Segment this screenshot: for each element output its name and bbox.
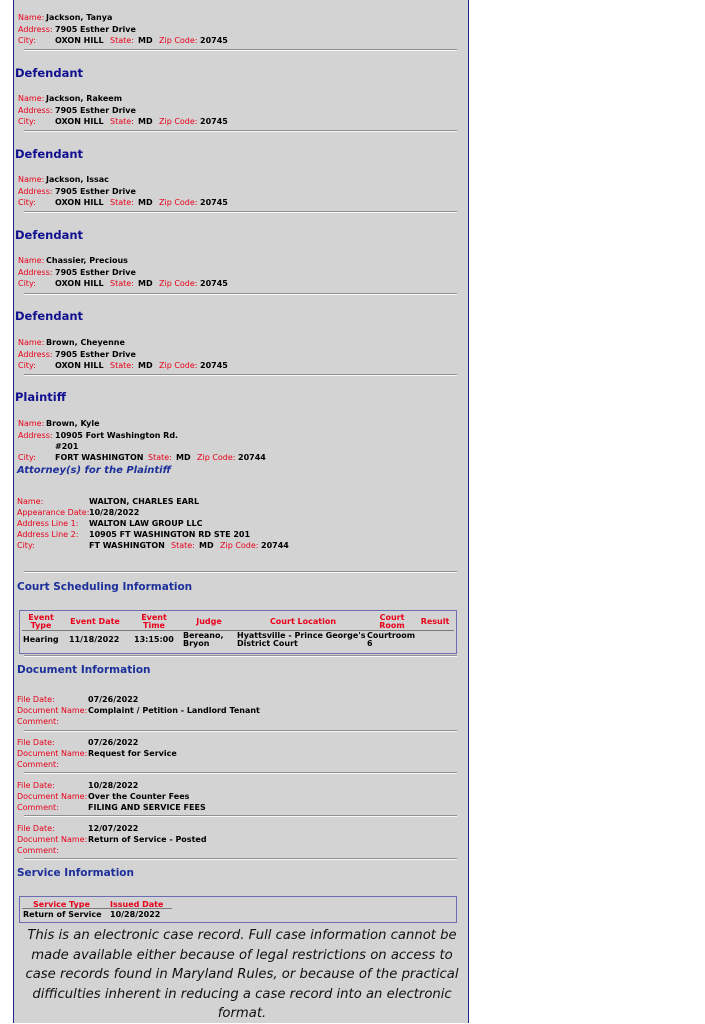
column-header-judge: Judge <box>196 617 222 626</box>
name-label: Name: <box>18 13 45 22</box>
document-name-label: Document Name: <box>17 749 88 758</box>
file-date-value: 07/26/2022 <box>88 695 139 704</box>
document-name-label: Document Name: <box>17 792 88 801</box>
party-state: MD <box>138 279 153 288</box>
name-label: Name: <box>18 419 45 428</box>
zip-label: Zip Code: <box>220 541 259 550</box>
divider <box>24 655 457 657</box>
party-name: Chassier, Precious <box>46 256 128 265</box>
state-label: State: <box>148 453 172 462</box>
party-address-line2: #201 <box>55 442 79 451</box>
column-header-service-type: Service Type <box>33 900 90 909</box>
divider <box>24 211 457 213</box>
table-header-rule <box>22 908 172 909</box>
party-city: OXON HILL <box>55 117 104 126</box>
city-label: City: <box>18 361 36 370</box>
file-date-value: 10/28/2022 <box>88 781 139 790</box>
address-line2-label: Address Line 2: <box>17 530 79 539</box>
party-state: MD <box>138 198 153 207</box>
party-name: Brown, Cheyenne <box>46 338 125 347</box>
name-label: Name: <box>18 94 45 103</box>
attorney-address-line2: 10905 FT WASHINGTON RD STE 201 <box>89 530 251 539</box>
court-room-cell: Courtroom 6 <box>367 631 416 648</box>
address-label: Address: <box>18 25 53 34</box>
name-label: Name: <box>18 338 45 347</box>
comment-label: Comment: <box>17 760 59 769</box>
zip-label: Zip Code: <box>197 453 236 462</box>
state-label: State: <box>110 279 134 288</box>
state-label: State: <box>110 36 134 45</box>
party-role-heading: Defendant <box>15 66 84 80</box>
column-header-event-time: Event Time <box>141 613 167 630</box>
name-label: Name: <box>17 497 44 506</box>
service-type-cell: Return of Service <box>23 910 102 919</box>
divider <box>24 293 457 295</box>
city-label: City: <box>17 541 35 550</box>
document-name-label: Document Name: <box>17 835 88 844</box>
party-role-heading: Defendant <box>15 309 84 323</box>
attorney-city: FT WASHINGTON <box>89 541 165 550</box>
zip-label: Zip Code: <box>159 117 198 126</box>
zip-label: Zip Code: <box>159 361 198 370</box>
address-line1-label: Address Line 1: <box>17 519 79 528</box>
party-name: Jackson, Issac <box>46 175 109 184</box>
column-header-court-room: Court Room <box>379 613 405 630</box>
document-name-value: Over the Counter Fees <box>88 792 190 801</box>
city-label: City: <box>18 453 36 462</box>
divider <box>24 772 457 774</box>
state-label: State: <box>171 541 195 550</box>
document-name-label: Document Name: <box>17 706 88 715</box>
address-label: Address: <box>18 431 53 440</box>
attorney-appearance-date: 10/28/2022 <box>89 508 140 517</box>
party-name: Brown, Kyle <box>46 419 100 428</box>
divider <box>24 374 457 376</box>
column-header-event-date: Event Date <box>70 617 120 626</box>
party-address: 7905 Esther Drive <box>55 268 136 277</box>
appearance-date-label: Appearance Date: <box>17 508 90 517</box>
judge-cell: Bereano, Bryon <box>183 631 224 648</box>
attorney-heading: Attorney(s) for the Plaintiff <box>17 465 171 476</box>
address-label: Address: <box>18 268 53 277</box>
comment-label: Comment: <box>17 717 59 726</box>
column-header-event-type: Event Type <box>28 613 54 630</box>
party-state: MD <box>138 117 153 126</box>
party-zip: 20745 <box>200 361 228 370</box>
party-city: OXON HILL <box>55 36 104 45</box>
party-address: 7905 Esther Drive <box>55 25 136 34</box>
attorney-name: WALTON, CHARLES EARL <box>89 497 200 506</box>
divider <box>24 571 457 573</box>
event-time-cell: 13:15:00 <box>134 635 174 644</box>
party-address: 7905 Esther Drive <box>55 187 136 196</box>
scheduling-table <box>19 610 457 654</box>
service-table <box>19 896 457 923</box>
zip-label: Zip Code: <box>159 198 198 207</box>
column-header-court-location: Court Location <box>269 617 337 626</box>
party-state: MD <box>176 453 191 462</box>
address-label: Address: <box>18 187 53 196</box>
party-zip: 20745 <box>200 279 228 288</box>
party-city: OXON HILL <box>55 361 104 370</box>
event-date-cell: 11/18/2022 <box>69 635 120 644</box>
party-city: FORT WASHINGTON <box>55 453 144 462</box>
attorney-zip: 20744 <box>261 541 289 550</box>
comment-value: FILING AND SERVICE FEES <box>88 803 206 812</box>
document-name-value: Complaint / Petition - Landlord Tenant <box>88 706 260 715</box>
file-date-value: 12/07/2022 <box>88 824 139 833</box>
party-zip: 20745 <box>200 198 228 207</box>
state-label: State: <box>110 361 134 370</box>
party-zip: 20745 <box>200 117 228 126</box>
document-name-value: Return of Service - Posted <box>88 835 207 844</box>
name-label: Name: <box>18 256 45 265</box>
city-label: City: <box>18 117 36 126</box>
comment-label: Comment: <box>17 803 59 812</box>
service-information-title: Service Information <box>17 867 134 879</box>
attorney-state: MD <box>199 541 214 550</box>
file-date-label: File Date: <box>17 738 55 747</box>
party-city: OXON HILL <box>55 279 104 288</box>
state-label: State: <box>110 198 134 207</box>
state-label: State: <box>110 117 134 126</box>
party-city: OXON HILL <box>55 198 104 207</box>
party-name: Jackson, Tanya <box>46 13 113 22</box>
divider <box>24 858 457 860</box>
event-type-cell: Hearing <box>23 635 59 644</box>
column-header-result: Result <box>420 617 450 626</box>
file-date-label: File Date: <box>17 824 55 833</box>
divider <box>24 730 457 732</box>
court-location-cell: Hyattsville - Prince George's District Court <box>237 631 366 648</box>
comment-label: Comment: <box>17 846 59 855</box>
document-name-value: Request for Service <box>88 749 177 758</box>
zip-label: Zip Code: <box>159 36 198 45</box>
party-zip: 20744 <box>238 453 266 462</box>
case-record-panel <box>13 0 469 1023</box>
divider <box>24 49 457 51</box>
party-address: 10905 Fort Washington Rd. <box>55 431 179 440</box>
court-scheduling-title: Court Scheduling Information <box>17 581 193 593</box>
party-state: MD <box>138 361 153 370</box>
city-label: City: <box>18 36 36 45</box>
attorney-address-line1: WALTON LAW GROUP LLC <box>89 519 203 528</box>
file-date-value: 07/26/2022 <box>88 738 139 747</box>
divider <box>24 815 457 817</box>
party-zip: 20745 <box>200 36 228 45</box>
party-role-heading: Plaintiff <box>15 390 67 404</box>
address-label: Address: <box>18 106 53 115</box>
file-date-label: File Date: <box>17 781 55 790</box>
city-label: City: <box>18 279 36 288</box>
electronic-record-disclaimer: This is an electronic case record. Full case information cannot be made available either because of legal restrictions on access to case records found in Maryland Rules, or because of the practical difficulties inherent in reducing a case record into an electronic format. <box>25 928 459 1021</box>
party-role-heading: Defendant <box>15 228 84 242</box>
divider <box>24 130 457 132</box>
party-address: 7905 Esther Drive <box>55 106 136 115</box>
column-header-issued-date: Issued Date <box>110 900 164 909</box>
party-state: MD <box>138 36 153 45</box>
issued-date-cell: 10/28/2022 <box>110 910 161 919</box>
party-name: Jackson, Rakeem <box>46 94 123 103</box>
name-label: Name: <box>18 175 45 184</box>
zip-label: Zip Code: <box>159 279 198 288</box>
city-label: City: <box>18 198 36 207</box>
party-address: 7905 Esther Drive <box>55 350 136 359</box>
party-role-heading: Defendant <box>15 147 84 161</box>
document-information-title: Document Information <box>17 664 151 676</box>
address-label: Address: <box>18 350 53 359</box>
file-date-label: File Date: <box>17 695 55 704</box>
